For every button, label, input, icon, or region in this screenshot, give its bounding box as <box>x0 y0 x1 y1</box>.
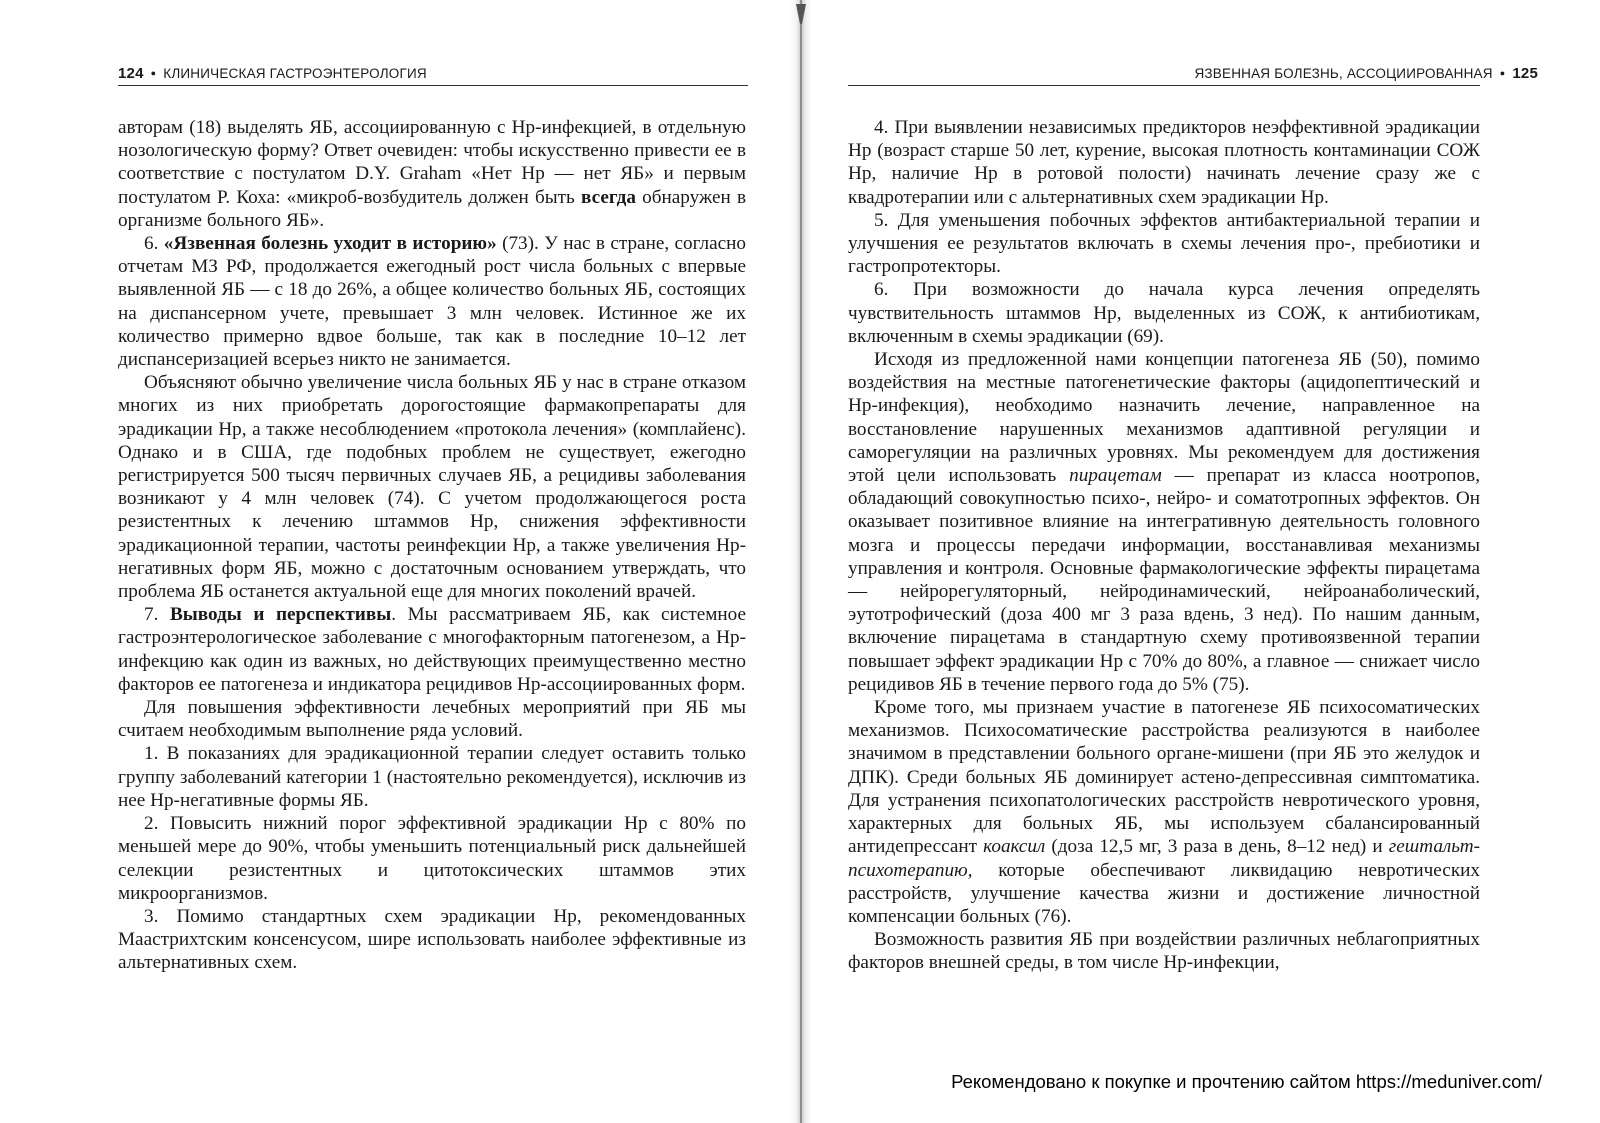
text-run: . Мы рассматриваем ЯБ, как системное гастроэнтерологическое заболевание с многофакторным патогенезом, а Нр-инфекцию как один из важных, но действующих преимущественно местно факторов ее патогенеза и индикатора рецидивов Нр-ассоциированных форм. <box>118 604 747 695</box>
bold-text: всегда <box>581 186 636 208</box>
italic-therapy-name: гештальт-психотерапию, <box>848 836 1481 881</box>
paragraph: Объясняют обычно увеличение числа больных ЯБ у нас в стране отказом многих из них приобретать дорогостоящие фармакопрепараты для эрадикации Нр, а также несоблюдением «протокола лечения» (комплайенс). Однако и в США, где подобных проблем не существует, ежегодно регистрируется 500 тысяч первичных случаев ЯБ, а рецидивы заболевания возникают у 4 млн человек (74). С учетом продолжающегося роста резистентных к лечению штаммов Нр, снижения эффективности эрадикационной терапии, частоты реинфекции Нр, а также увеличения Нр-негативных форм ЯБ, можно с достаточным основанием утверждать, что проблема ЯБ останется актуальной еще для многих поколений врачей. <box>118 372 746 603</box>
left-page-number: 124 <box>118 64 144 82</box>
list-number: 7. <box>144 604 159 626</box>
paragraph: Для повышения эффективности лечебных мероприятий при ЯБ мы считаем необходимым выполнение ряда условий. <box>118 697 746 742</box>
paragraph: 1. В показаниях для эрадикационной терапии следует оставить только группу заболеваний категории 1 (настоятельно рекомендуется), исключив из нее Нр-негативные формы ЯБ. <box>118 743 746 811</box>
paragraph: 6. При возможности до начала курса лечения определять чувствительность штаммов Нр, выделенных из СОЖ, к антибиотикам, включенным в схемы эрадикации (69). <box>848 279 1480 347</box>
left-text-column <box>118 116 746 975</box>
bold-heading: «Язвенная болезнь уходит в историю» <box>163 233 497 255</box>
left-header-rule <box>118 85 748 86</box>
bullet-separator: ● <box>1499 68 1506 78</box>
paragraph: Возможность развития ЯБ при воздействии различных неблагоприятных факторов внешней среды, в том числе Нр-инфекции, <box>848 929 1480 974</box>
italic-drug-name: пирацетам <box>1069 465 1162 487</box>
paragraph: 2. Повысить нижний порог эффективной эрадикации Нр с 80% по меньшей мере до 90%, чтобы уменьшить потенциальный риск дальнейшей селекции резистентных и цитотоксических штаммов этих микроорганизмов. <box>118 813 746 904</box>
website-watermark: Рекомендовано к покупке и прочтению сайтом https://meduniver.com/ <box>951 1071 1542 1092</box>
right-text-column <box>848 116 1480 975</box>
right-running-header <box>1194 63 1538 83</box>
paragraph <box>118 116 746 232</box>
paragraph <box>848 348 1480 696</box>
text-run: (73). У нас в стране, согласно отчетам МЗ РФ, продолжается ежегодный рост числа больных с впервые выявленной ЯБ — с 18 до 26%, а общее количество больных ЯБ, состоящих на диспансерном учете, превышает 3 млн человек. Истинное же их количество примерно вдвое больше, так как в последние 10–12 лет диспансеризацией всерьез никто не занимается. <box>118 233 747 371</box>
text-run: — препарат из класса ноотропов, обладающий совокупностью психо-, нейро- и соматотропных эффектов. Он оказывает позитивное влияние на интегративную деятельность головного мозга и процессы передачи информации, восстанавливая механизмы управления и контроля. Основные фармакологические эффекты пирацетама — нейрорегуляторный, нейродинамический, нейроанаболический, эутотрофический (доза 400 мг 3 раза вдень, 3 нед). По нашим данным, включение пирацетама в стандартную схему противоязвенной терапии повышает эффект эрадикации Нр с 70% до 80%, а главное — снижает число рецидивов ЯБ в течение первого года до 5% (75). <box>848 465 1480 695</box>
list-number: 6. <box>144 233 159 255</box>
paragraph <box>118 232 746 371</box>
paragraph: 4. При выявлении независимых предикторов неэффективной эрадикации Нр (возраст старше 50 лет, курение, высокая плотность контаминации СОЖ Нр, наличие Нр в ротовой полости) начинать лечение сразу же с квадротерапии или с альтернативных схем эрадикации Нр. <box>848 117 1480 208</box>
left-running-header <box>118 63 427 83</box>
right-header-rule <box>848 85 1480 86</box>
right-page-number: 125 <box>1512 64 1538 82</box>
text-run: Кроме того, мы признаем участие в патогенезе ЯБ психосоматических механизмов. Психосоматические расстройства реализуются в наиболее значимом в представлении больного органе-мишени (при ЯБ это желудок и ДПК). Среди больных ЯБ доминирует астено-депрессивная симптоматика. Для устранения психопатологических расстройств невротического уровня, характерных для больных ЯБ, мы используем сбалансированный антидепрессант <box>848 697 1480 858</box>
paragraph: 5. Для уменьшения побочных эффектов антибактериальной терапии и улучшения ее результатов включать в схемы лечения про-, пребиотики и гастропротекторы. <box>848 209 1480 278</box>
left-running-head: КЛИНИЧЕСКАЯ ГАСТРОЭНТЕРОЛОГИЯ <box>163 65 427 81</box>
paragraph <box>848 696 1480 928</box>
text-run: Исходя из предложенной нами концепции патогенеза ЯБ (50), помимо воздействия на местные патогенетические факторы (ацидопептический и Нр-инфекция), необходимо назначить лечение, направленное на восстановление нарушенных механизмов адаптивной регуляции и саморегуляции на различных уровнях. Мы рекомендуем для достижения этой цели использовать <box>848 349 1480 487</box>
text-run: авторам (18) выделять ЯБ, ассоциированную с Нр-инфекцией, в отдельную нозологическую форму? Ответ очевиден: чтобы искусственно привести ее в соответствие с постулатом D.Y. Graham «Нет Нр — нет ЯБ» и первым постулатом Р. Коха: «микроб-возбудитель должен быть <box>118 117 746 208</box>
text-run: (доза 12,5 мг, 3 раза в день, 8–12 нед) и <box>1051 836 1383 858</box>
italic-drug-name: коаксил <box>983 836 1046 858</box>
gutter-fold-line <box>800 0 802 1123</box>
paragraph <box>118 603 746 696</box>
right-running-head: ЯЗВЕННАЯ БОЛЕЗНЬ, АССОЦИИРОВАННАЯ <box>1194 65 1493 81</box>
paragraph: 3. Помимо стандартных схем эрадикации Нр, рекомендованных Маастрихтским консенсусом, шире использовать наиболее эффективные из альтернативных схем. <box>118 905 746 974</box>
text-run: обнаружен в организме больного ЯБ». <box>118 186 747 231</box>
bold-heading: Выводы и перспективы <box>170 604 392 626</box>
bullet-separator: ● <box>150 68 157 78</box>
text-run: которые обеспечивают ликвидацию невротических расстройств, улучшение качества жизни и достижение личностной компенсации больных (76). <box>848 859 1480 927</box>
